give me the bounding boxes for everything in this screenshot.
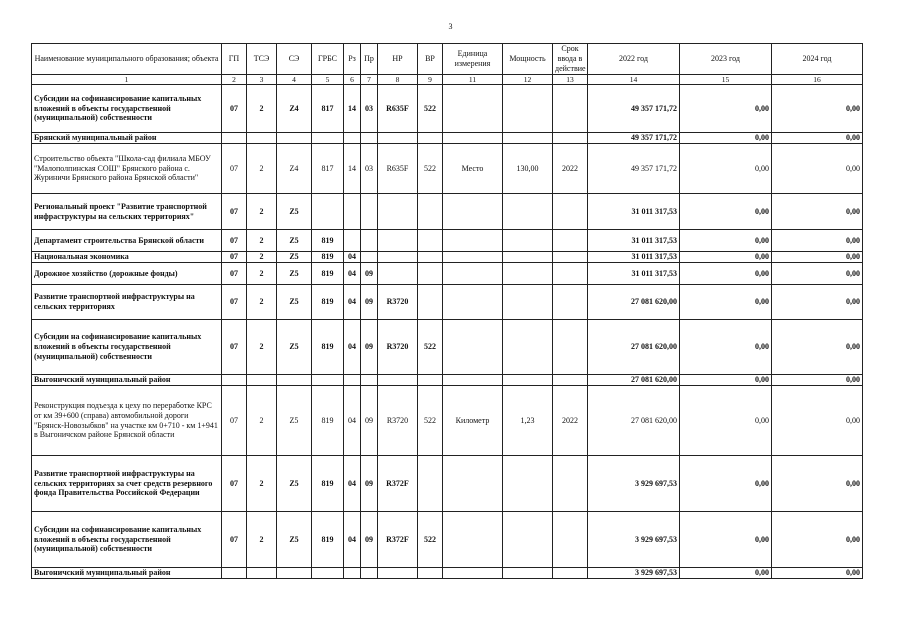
- cell-term: [553, 375, 588, 386]
- cell-np: [378, 375, 418, 386]
- cell-term: [553, 285, 588, 320]
- cell-se: Z4: [277, 144, 312, 194]
- cell-rz: [344, 230, 361, 252]
- cell-gp: 07: [222, 230, 247, 252]
- table-row: [32, 194, 863, 230]
- table-row: [32, 512, 863, 568]
- column-number: 6: [344, 75, 361, 85]
- cell-rz: 04: [344, 320, 361, 375]
- cell-np: [378, 568, 418, 579]
- column-number-row: [32, 75, 863, 85]
- header-gp: ГП: [222, 44, 247, 75]
- cell-2022: 27 081 620,00: [588, 320, 680, 375]
- cell-term: [553, 85, 588, 133]
- cell-vr: [418, 568, 443, 579]
- cell-pr: 09: [361, 512, 378, 568]
- row-name: Субсидии на софинансирование капитальных вложений в объекты государственной (муниципальной) собственности: [32, 512, 222, 568]
- cell-tse: 2: [247, 386, 277, 456]
- cell-grbs: [312, 375, 344, 386]
- cell-tse: 2: [247, 252, 277, 263]
- cell-2022: 3 929 697,53: [588, 512, 680, 568]
- cell-tse: 2: [247, 144, 277, 194]
- row-name: Субсидии на софинансирование капитальных вложений в объекты государственной (муниципальной) собственности: [32, 320, 222, 375]
- cell-vr: 522: [418, 320, 443, 375]
- row-name: Национальная экономика: [32, 252, 222, 263]
- table-row: [32, 230, 863, 252]
- cell-gp: [222, 568, 247, 579]
- cell-term: [553, 230, 588, 252]
- cell-2024: 0,00: [772, 263, 863, 285]
- cell-np: [378, 263, 418, 285]
- cell-power: [503, 375, 553, 386]
- cell-gp: 07: [222, 144, 247, 194]
- cell-tse: [247, 568, 277, 579]
- table-row: [32, 263, 863, 285]
- cell-se: Z5: [277, 386, 312, 456]
- cell-grbs: 819: [312, 456, 344, 512]
- cell-grbs: 817: [312, 85, 344, 133]
- cell-2022: 49 357 171,72: [588, 85, 680, 133]
- cell-unit: [443, 85, 503, 133]
- cell-rz: [344, 133, 361, 144]
- cell-tse: 2: [247, 512, 277, 568]
- header-term: Срок ввода в действие: [553, 44, 588, 75]
- cell-pr: 09: [361, 285, 378, 320]
- cell-se: Z5: [277, 263, 312, 285]
- cell-2024: 0,00: [772, 512, 863, 568]
- cell-grbs: 819: [312, 230, 344, 252]
- cell-gp: 07: [222, 285, 247, 320]
- cell-power: 1,23: [503, 386, 553, 456]
- cell-grbs: 819: [312, 386, 344, 456]
- header-vr: ВР: [418, 44, 443, 75]
- cell-power: [503, 85, 553, 133]
- cell-pr: 03: [361, 144, 378, 194]
- cell-power: [503, 194, 553, 230]
- cell-unit: [443, 252, 503, 263]
- cell-unit: [443, 320, 503, 375]
- cell-tse: 2: [247, 263, 277, 285]
- cell-term: [553, 456, 588, 512]
- cell-power: [503, 230, 553, 252]
- header-pr: Пр: [361, 44, 378, 75]
- cell-tse: 2: [247, 456, 277, 512]
- cell-se: [277, 568, 312, 579]
- row-name: Департамент строительства Брянской области: [32, 230, 222, 252]
- cell-rz: 04: [344, 512, 361, 568]
- cell-tse: [247, 133, 277, 144]
- header-name: Наименование муниципального образования; объекта: [32, 44, 222, 75]
- header-2023: 2023 год: [680, 44, 772, 75]
- cell-pr: [361, 568, 378, 579]
- cell-se: [277, 375, 312, 386]
- cell-unit: [443, 375, 503, 386]
- cell-vr: 522: [418, 512, 443, 568]
- row-name: Выгоничский муниципальный район: [32, 568, 222, 579]
- table-row: [32, 386, 863, 456]
- table-row: [32, 252, 863, 263]
- cell-2023: 0,00: [680, 230, 772, 252]
- cell-term: [553, 263, 588, 285]
- cell-se: Z5: [277, 194, 312, 230]
- cell-gp: [222, 375, 247, 386]
- cell-2022: 31 011 317,53: [588, 263, 680, 285]
- cell-se: Z4: [277, 85, 312, 133]
- cell-gp: [222, 133, 247, 144]
- cell-np: R372F: [378, 456, 418, 512]
- budget-table: [31, 43, 863, 579]
- row-name: Развитие транспортной инфраструктуры на сельских территориях: [32, 285, 222, 320]
- cell-grbs: 819: [312, 320, 344, 375]
- cell-term: 2022: [553, 144, 588, 194]
- table-row: [32, 133, 863, 144]
- cell-2023: 0,00: [680, 144, 772, 194]
- cell-rz: 14: [344, 144, 361, 194]
- cell-rz: 04: [344, 386, 361, 456]
- cell-power: [503, 456, 553, 512]
- cell-grbs: [312, 194, 344, 230]
- cell-np: R3720: [378, 285, 418, 320]
- cell-term: 2022: [553, 386, 588, 456]
- cell-grbs: [312, 133, 344, 144]
- cell-np: R3720: [378, 320, 418, 375]
- cell-power: [503, 263, 553, 285]
- cell-vr: [418, 285, 443, 320]
- cell-grbs: [312, 568, 344, 579]
- cell-vr: [418, 252, 443, 263]
- row-name: Выгоничский муниципальный район: [32, 375, 222, 386]
- cell-se: Z5: [277, 320, 312, 375]
- column-number: 11: [443, 75, 503, 85]
- column-number: 3: [247, 75, 277, 85]
- cell-gp: 07: [222, 386, 247, 456]
- cell-power: [503, 568, 553, 579]
- column-number: 14: [588, 75, 680, 85]
- cell-2023: 0,00: [680, 386, 772, 456]
- cell-grbs: 819: [312, 263, 344, 285]
- cell-np: [378, 194, 418, 230]
- page-number: 3: [448, 22, 453, 31]
- cell-2023: 0,00: [680, 194, 772, 230]
- cell-np: [378, 133, 418, 144]
- cell-power: [503, 133, 553, 144]
- cell-rz: [344, 375, 361, 386]
- cell-2024: 0,00: [772, 252, 863, 263]
- cell-term: [553, 512, 588, 568]
- cell-2024: 0,00: [772, 568, 863, 579]
- column-number: 16: [772, 75, 863, 85]
- cell-power: [503, 252, 553, 263]
- cell-pr: 09: [361, 320, 378, 375]
- cell-gp: 07: [222, 263, 247, 285]
- cell-2022: 31 011 317,53: [588, 194, 680, 230]
- table-row: [32, 144, 863, 194]
- cell-vr: [418, 375, 443, 386]
- header-grbs: ГРБС: [312, 44, 344, 75]
- cell-2024: 0,00: [772, 375, 863, 386]
- cell-2022: 27 081 620,00: [588, 386, 680, 456]
- cell-rz: 04: [344, 252, 361, 263]
- column-number: 12: [503, 75, 553, 85]
- column-number: 2: [222, 75, 247, 85]
- cell-se: [277, 133, 312, 144]
- cell-vr: [418, 133, 443, 144]
- cell-se: Z5: [277, 456, 312, 512]
- cell-unit: [443, 230, 503, 252]
- cell-gp: 07: [222, 194, 247, 230]
- header-rz: Рз: [344, 44, 361, 75]
- header-unit: Единица измерения: [443, 44, 503, 75]
- cell-unit: [443, 512, 503, 568]
- cell-gp: 07: [222, 252, 247, 263]
- cell-unit: [443, 285, 503, 320]
- column-number: 5: [312, 75, 344, 85]
- cell-np: R3720: [378, 386, 418, 456]
- cell-gp: 07: [222, 512, 247, 568]
- header-se: СЭ: [277, 44, 312, 75]
- row-name: Региональный проект "Развитие транспортной инфраструктуры на сельских территориях": [32, 194, 222, 230]
- cell-se: Z5: [277, 252, 312, 263]
- cell-unit: [443, 456, 503, 512]
- cell-2023: 0,00: [680, 85, 772, 133]
- cell-term: [553, 568, 588, 579]
- cell-pr: 09: [361, 456, 378, 512]
- header-2022: 2022 год: [588, 44, 680, 75]
- cell-grbs: 819: [312, 512, 344, 568]
- cell-np: [378, 252, 418, 263]
- cell-2022: 31 011 317,53: [588, 230, 680, 252]
- cell-unit: [443, 194, 503, 230]
- cell-vr: [418, 230, 443, 252]
- cell-np: [378, 230, 418, 252]
- table-row: [32, 320, 863, 375]
- cell-2022: 49 357 171,72: [588, 144, 680, 194]
- cell-vr: 522: [418, 386, 443, 456]
- row-name: Развитие транспортной инфраструктуры на сельских территориях за счет средств резервного фонда Правительства Российской Федерации: [32, 456, 222, 512]
- cell-2022: 3 929 697,53: [588, 568, 680, 579]
- cell-unit: [443, 568, 503, 579]
- cell-pr: [361, 133, 378, 144]
- column-number: 4: [277, 75, 312, 85]
- cell-power: [503, 320, 553, 375]
- cell-tse: 2: [247, 230, 277, 252]
- cell-2023: 0,00: [680, 285, 772, 320]
- cell-vr: 522: [418, 85, 443, 133]
- cell-pr: [361, 375, 378, 386]
- table-row: [32, 375, 863, 386]
- cell-2024: 0,00: [772, 133, 863, 144]
- cell-term: [553, 252, 588, 263]
- cell-power: [503, 285, 553, 320]
- column-number: 9: [418, 75, 443, 85]
- cell-tse: [247, 375, 277, 386]
- column-number: 1: [32, 75, 222, 85]
- cell-rz: 04: [344, 263, 361, 285]
- cell-pr: 09: [361, 263, 378, 285]
- cell-2023: 0,00: [680, 568, 772, 579]
- row-name: Реконструкция подъезда к цеху по переработке КРС от км 39+600 (справа) автомобильной дороги "Брянск-Новозыбков" на участке км 0+710 - км 1+941 в Выгоничском районе Брянской области: [32, 386, 222, 456]
- cell-pr: 09: [361, 386, 378, 456]
- cell-se: Z5: [277, 512, 312, 568]
- cell-tse: 2: [247, 194, 277, 230]
- cell-unit: [443, 133, 503, 144]
- cell-2023: 0,00: [680, 133, 772, 144]
- cell-2022: 27 081 620,00: [588, 375, 680, 386]
- cell-np: R635F: [378, 85, 418, 133]
- cell-gp: 07: [222, 456, 247, 512]
- header-power: Мощность: [503, 44, 553, 75]
- header-row: [32, 44, 863, 75]
- table-row: [32, 456, 863, 512]
- column-number: 15: [680, 75, 772, 85]
- cell-2024: 0,00: [772, 456, 863, 512]
- cell-vr: [418, 263, 443, 285]
- cell-grbs: 817: [312, 144, 344, 194]
- cell-unit: Место: [443, 144, 503, 194]
- cell-2022: 3 929 697,53: [588, 456, 680, 512]
- cell-vr: [418, 194, 443, 230]
- cell-pr: [361, 230, 378, 252]
- header-tse: ТСЭ: [247, 44, 277, 75]
- cell-np: R372F: [378, 512, 418, 568]
- cell-2024: 0,00: [772, 285, 863, 320]
- cell-2022: 49 357 171,72: [588, 133, 680, 144]
- cell-2023: 0,00: [680, 252, 772, 263]
- cell-2024: 0,00: [772, 320, 863, 375]
- cell-2024: 0,00: [772, 194, 863, 230]
- header-np: НР: [378, 44, 418, 75]
- cell-term: [553, 133, 588, 144]
- header-2024: 2024 год: [772, 44, 863, 75]
- column-number: 8: [378, 75, 418, 85]
- column-number: 13: [553, 75, 588, 85]
- cell-2024: 0,00: [772, 386, 863, 456]
- cell-tse: 2: [247, 320, 277, 375]
- cell-rz: 04: [344, 285, 361, 320]
- cell-pr: [361, 252, 378, 263]
- table-row: [32, 285, 863, 320]
- cell-tse: 2: [247, 285, 277, 320]
- cell-rz: 14: [344, 85, 361, 133]
- cell-2024: 0,00: [772, 230, 863, 252]
- cell-vr: [418, 456, 443, 512]
- row-name: Брянский муниципальный район: [32, 133, 222, 144]
- cell-rz: [344, 568, 361, 579]
- cell-term: [553, 320, 588, 375]
- row-name: Дорожное хозяйство (дорожные фонды): [32, 263, 222, 285]
- cell-2023: 0,00: [680, 375, 772, 386]
- row-name: Субсидии на софинансирование капитальных вложений в объекты государственной (муниципальной) собственности: [32, 85, 222, 133]
- cell-2022: 27 081 620,00: [588, 285, 680, 320]
- cell-2023: 0,00: [680, 320, 772, 375]
- cell-power: [503, 512, 553, 568]
- cell-unit: Километр: [443, 386, 503, 456]
- cell-2024: 0,00: [772, 85, 863, 133]
- cell-rz: [344, 194, 361, 230]
- cell-np: R635F: [378, 144, 418, 194]
- table-row: [32, 85, 863, 133]
- cell-2023: 0,00: [680, 512, 772, 568]
- column-number: 7: [361, 75, 378, 85]
- cell-gp: 07: [222, 85, 247, 133]
- cell-2023: 0,00: [680, 456, 772, 512]
- cell-vr: 522: [418, 144, 443, 194]
- cell-2024: 0,00: [772, 144, 863, 194]
- cell-grbs: 819: [312, 252, 344, 263]
- table-row: [32, 568, 863, 579]
- cell-grbs: 819: [312, 285, 344, 320]
- cell-gp: 07: [222, 320, 247, 375]
- cell-tse: 2: [247, 85, 277, 133]
- row-name: Строительство объекта "Школа-сад филиала МБОУ "Малополпинская СОШ" Брянского района с. Журиничи Брянского района Брянской области": [32, 144, 222, 194]
- cell-se: Z5: [277, 285, 312, 320]
- cell-2022: 31 011 317,53: [588, 252, 680, 263]
- cell-unit: [443, 263, 503, 285]
- cell-pr: [361, 194, 378, 230]
- cell-pr: 03: [361, 85, 378, 133]
- cell-2023: 0,00: [680, 263, 772, 285]
- cell-term: [553, 194, 588, 230]
- cell-rz: 04: [344, 456, 361, 512]
- cell-se: Z5: [277, 230, 312, 252]
- cell-power: 130,00: [503, 144, 553, 194]
